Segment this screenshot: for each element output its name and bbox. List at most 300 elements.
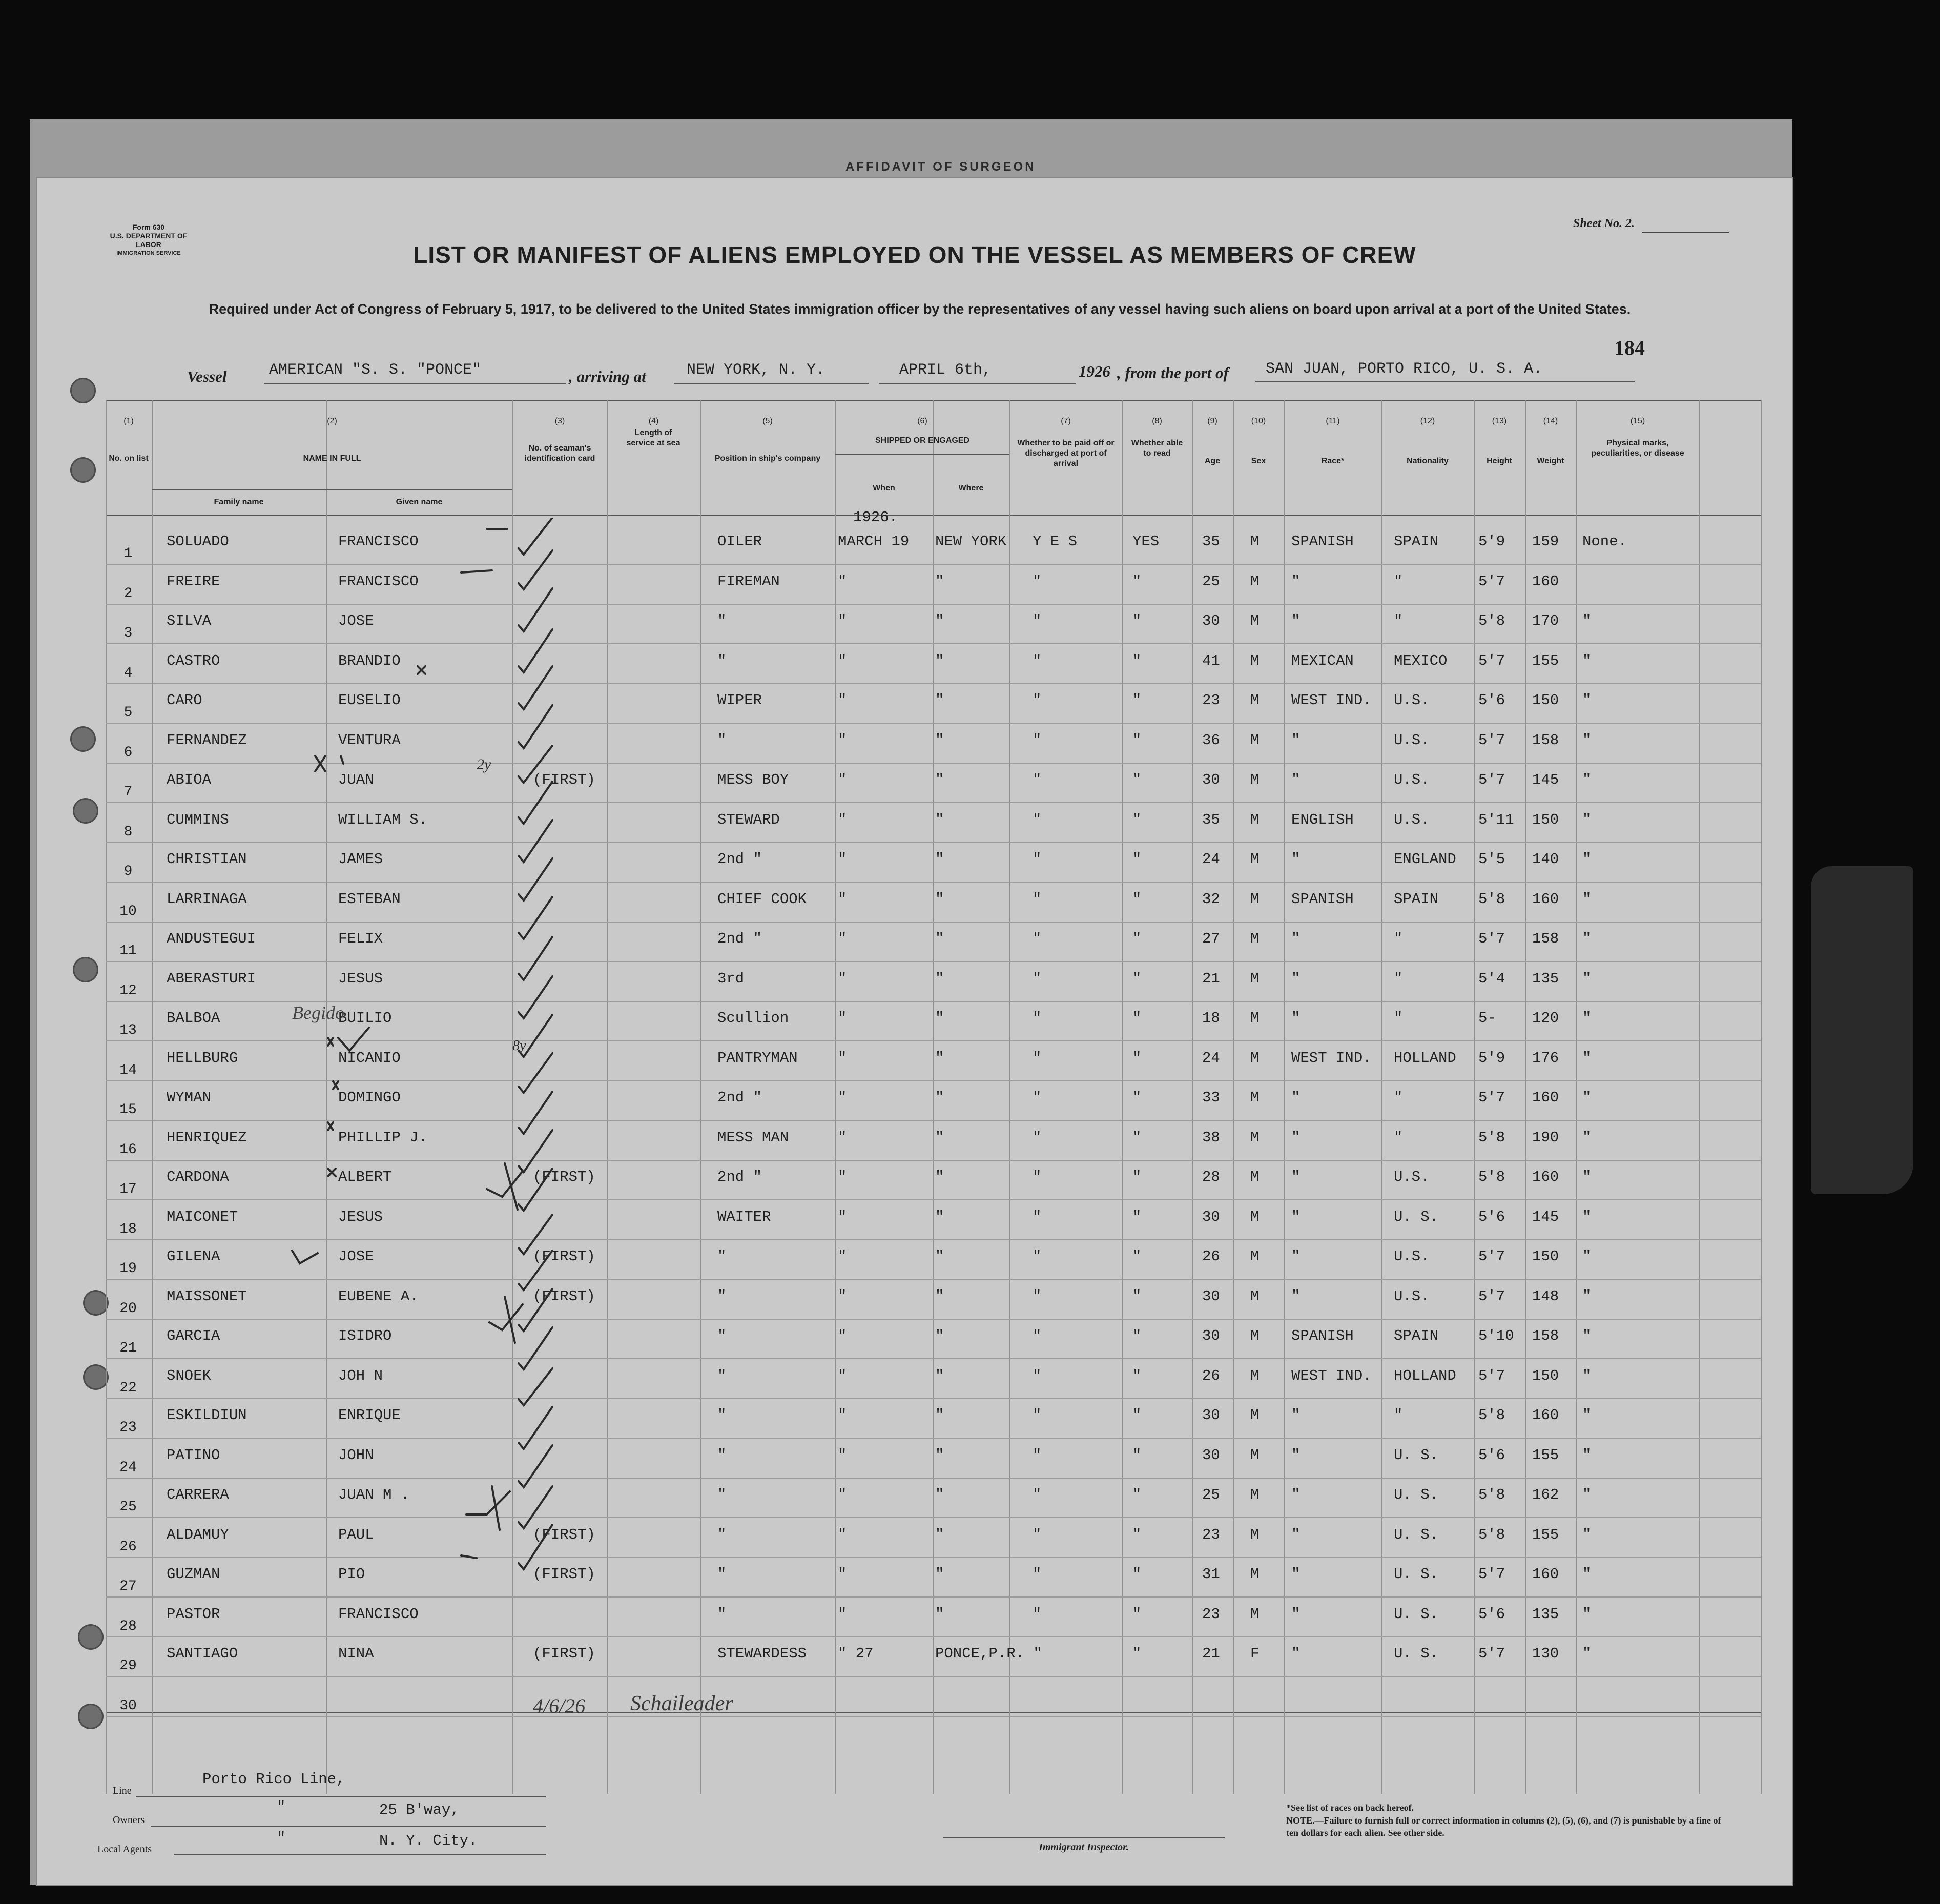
nationality-cell: U. S. xyxy=(1394,1209,1439,1225)
given-name-cell: ALBERT xyxy=(338,1169,392,1185)
col-header-family-name: Family name xyxy=(214,498,264,506)
shipped-where-cell: " xyxy=(935,612,944,629)
shipped-when-cell: " xyxy=(838,1367,847,1384)
family-name-cell: CHRISTIAN xyxy=(167,851,247,868)
physical-marks-cell: " xyxy=(1582,692,1592,709)
height-cell: 5'7 xyxy=(1478,1248,1505,1265)
shipped-where-cell: " xyxy=(935,1248,944,1265)
able-to-read-cell: " xyxy=(1132,771,1142,788)
height-cell: 5'7 xyxy=(1478,1367,1505,1384)
position-cell: " xyxy=(717,652,727,669)
race-cell: " xyxy=(1291,1645,1301,1662)
weight-cell: 135 xyxy=(1532,1606,1559,1623)
nationality-cell: " xyxy=(1394,573,1403,590)
col-header-physical-marks: Physical marks, peculiarities, or disease xyxy=(1591,439,1684,458)
page-subtitle: Required under Act of Congress of February 5, 1917, to be delivered to the United States immigration officer by the representatives of any vessel having such aliens on board upon arrival at a port of the United States. xyxy=(209,301,1631,317)
binder-hole xyxy=(74,800,97,822)
race-cell: WEST IND. xyxy=(1291,692,1372,709)
row-number-cell: 12 xyxy=(119,983,137,999)
given-name-cell: FRANCISCO xyxy=(338,533,419,550)
race-cell: " xyxy=(1291,851,1301,868)
id-card-cell: (FIRST) xyxy=(533,771,595,788)
row-number-cell: 28 xyxy=(119,1619,137,1634)
family-name-cell: CARRERA xyxy=(167,1486,229,1503)
col-num-8: (8) xyxy=(1152,417,1162,425)
row-number-cell: 9 xyxy=(123,864,133,879)
sex-cell: M xyxy=(1250,1089,1260,1106)
col-header-when: When xyxy=(873,484,895,493)
sheet-number-label: Sheet No. xyxy=(1573,217,1622,230)
height-cell: 5'9 xyxy=(1478,533,1505,550)
sex-cell: M xyxy=(1250,1526,1260,1543)
family-name-cell: SNOEK xyxy=(167,1367,212,1384)
row-number-cell: 8 xyxy=(123,824,133,840)
physical-marks-cell: " xyxy=(1582,1209,1592,1225)
row-number-cell: 19 xyxy=(119,1261,137,1277)
race-cell: " xyxy=(1291,1209,1301,1225)
height-cell: 5'9 xyxy=(1478,1050,1505,1067)
col-header-paid-off: Whether to be paid off or discharged at port of arrival xyxy=(1017,439,1115,468)
shipped-where-cell: " xyxy=(935,692,944,709)
age-cell: 30 xyxy=(1202,1288,1220,1305)
weight-cell: 162 xyxy=(1532,1486,1559,1503)
age-cell: 30 xyxy=(1202,771,1220,788)
age-cell: 23 xyxy=(1202,1606,1220,1623)
paid-off-cell: " xyxy=(1033,891,1042,908)
nationality-cell: " xyxy=(1394,970,1403,987)
family-name-cell: MAICONET xyxy=(167,1209,238,1225)
paid-off-cell: " xyxy=(1033,1209,1042,1225)
col-num-14: (14) xyxy=(1543,417,1558,425)
row-number-cell: 4 xyxy=(123,665,133,681)
row-number-cell: 24 xyxy=(119,1460,137,1476)
shipped-where-cell: " xyxy=(935,1169,944,1185)
position-cell: MESS BOY xyxy=(717,771,789,788)
given-name-cell: BRANDIO xyxy=(338,652,401,669)
shipped-when-cell: " xyxy=(838,1606,847,1623)
penalty-note: NOTE.—Failure to furnish full or correct information in columns (2), (5), (6), and (7) is punishable by a fine of ten dollars for each alien. See other side. xyxy=(1286,1815,1721,1838)
row-number-cell: 26 xyxy=(119,1539,137,1555)
age-cell: 30 xyxy=(1202,612,1220,629)
given-name-cell: ISIDRO xyxy=(338,1327,392,1344)
shipped-where-cell: " xyxy=(935,1089,944,1106)
row-number-cell: 5 xyxy=(123,705,133,721)
nationality-cell: U.S. xyxy=(1394,692,1430,709)
position-cell: Scullion xyxy=(717,1010,789,1027)
nationality-cell: U.S. xyxy=(1394,811,1430,828)
shipped-where-cell: PONCE,P.R. " xyxy=(935,1645,1042,1662)
able-to-read-cell: YES xyxy=(1132,533,1160,550)
age-cell: 25 xyxy=(1202,573,1220,590)
weight-cell: 190 xyxy=(1532,1129,1559,1146)
able-to-read-cell: " xyxy=(1132,692,1142,709)
sex-cell: M xyxy=(1250,851,1260,868)
shipped-when-cell: " xyxy=(838,1407,847,1424)
paid-off-cell: " xyxy=(1033,1407,1042,1424)
paid-off-cell: " xyxy=(1033,612,1042,629)
shipped-where-cell: NEW YORK xyxy=(935,533,1007,550)
torn-paper-edge xyxy=(1811,866,1913,1194)
able-to-read-cell: " xyxy=(1132,970,1142,987)
able-to-read-cell: " xyxy=(1132,851,1142,868)
weight-cell: 160 xyxy=(1532,1169,1559,1185)
race-cell: SPANISH xyxy=(1291,533,1354,550)
family-name-cell: MAISSONET xyxy=(167,1288,247,1305)
race-cell: " xyxy=(1291,1566,1301,1583)
nationality-cell: U. S. xyxy=(1394,1486,1439,1503)
weight-cell: 176 xyxy=(1532,1050,1559,1067)
shipped-where-cell: " xyxy=(935,732,944,749)
height-cell: 5'8 xyxy=(1478,1407,1505,1424)
height-cell: 5'5 xyxy=(1478,851,1505,868)
id-card-cell: (FIRST) xyxy=(533,1248,595,1265)
row-number-cell: 27 xyxy=(119,1579,137,1594)
position-cell: " xyxy=(717,1248,727,1265)
age-cell: 36 xyxy=(1202,732,1220,749)
race-cell: " xyxy=(1291,1169,1301,1185)
position-cell: OILER xyxy=(717,533,762,550)
race-cell: MEXICAN xyxy=(1291,652,1354,669)
age-cell: 24 xyxy=(1202,1050,1220,1067)
family-name-cell: GARCIA xyxy=(167,1327,220,1344)
stamp-number: 184 xyxy=(1614,336,1645,359)
position-cell: " xyxy=(717,1288,727,1305)
row-number-cell: 20 xyxy=(119,1301,137,1317)
position-cell: " xyxy=(717,1447,727,1464)
weight-cell: 160 xyxy=(1532,573,1559,590)
race-cell: " xyxy=(1291,970,1301,987)
able-to-read-cell: " xyxy=(1132,1407,1142,1424)
able-to-read-cell: " xyxy=(1132,811,1142,828)
family-name-cell: CARDONA xyxy=(167,1169,229,1185)
shipped-when-cell: MARCH 19 xyxy=(838,533,910,550)
sex-cell: M xyxy=(1250,1129,1260,1146)
family-name-cell: SOLUADO xyxy=(167,533,229,550)
sex-cell: M xyxy=(1250,1447,1260,1464)
weight-cell: 158 xyxy=(1532,1327,1559,1344)
col-header-where: Where xyxy=(958,484,984,493)
position-cell: WIPER xyxy=(717,692,762,709)
shipped-when-cell: " xyxy=(838,1566,847,1583)
family-name-cell: HENRIQUEZ xyxy=(167,1129,247,1146)
footer-owners-value: 25 B'way, xyxy=(379,1801,460,1818)
binder-hole xyxy=(79,1705,102,1728)
from-port-value: SAN JUAN, PORTO RICO, U. S. A. xyxy=(1266,360,1543,378)
physical-marks-cell: " xyxy=(1582,1526,1592,1543)
col-rule xyxy=(1122,400,1123,1794)
weight-cell: 160 xyxy=(1532,891,1559,908)
race-cell: " xyxy=(1291,732,1301,749)
age-cell: 32 xyxy=(1202,891,1220,908)
col-rule xyxy=(152,400,153,1794)
form-number-text: Form 630 xyxy=(132,223,165,231)
shipped-where-cell: " xyxy=(935,652,944,669)
col-header-id-card: No. of seaman's identification card xyxy=(524,444,595,463)
paid-off-cell: " xyxy=(1033,970,1042,987)
height-cell: 5'8 xyxy=(1478,612,1505,629)
arrival-year: 1926 xyxy=(1079,362,1110,380)
shipped-where-cell: " xyxy=(935,1526,944,1543)
col-header-height: Height xyxy=(1487,457,1512,465)
given-name-cell: VENTURA xyxy=(338,732,401,749)
weight-cell: 150 xyxy=(1532,1248,1559,1265)
able-to-read-cell: " xyxy=(1132,1050,1142,1067)
sex-cell: M xyxy=(1250,612,1260,629)
position-cell: 2nd " xyxy=(717,1169,762,1185)
weight-cell: 155 xyxy=(1532,652,1559,669)
footer-agents-ditto: " xyxy=(277,1830,286,1847)
sex-cell: M xyxy=(1250,1367,1260,1384)
physical-marks-cell: " xyxy=(1582,1288,1592,1305)
col-header-race: Race* xyxy=(1321,457,1345,465)
sex-cell: M xyxy=(1250,1248,1260,1265)
row-number-cell: 2 xyxy=(123,586,133,602)
nationality-cell: U.S. xyxy=(1394,1288,1430,1305)
col-rule xyxy=(1474,400,1475,1794)
shipped-when-cell: " xyxy=(838,1526,847,1543)
race-cell: " xyxy=(1291,612,1301,629)
race-cell: " xyxy=(1291,1447,1301,1464)
col-rule xyxy=(1576,400,1577,1794)
shipped-where-cell: " xyxy=(935,1486,944,1503)
height-cell: 5- xyxy=(1478,1010,1496,1027)
able-to-read-cell: " xyxy=(1132,1327,1142,1344)
shipped-where-cell: " xyxy=(935,1606,944,1623)
given-name-cell: PHILLIP J. xyxy=(338,1129,428,1146)
nationality-cell: U.S. xyxy=(1394,1248,1430,1265)
sheet-number-underline xyxy=(1642,232,1729,233)
paid-off-cell: " xyxy=(1033,1606,1042,1623)
height-cell: 5'7 xyxy=(1478,652,1505,669)
physical-marks-cell: " xyxy=(1582,851,1592,868)
family-name-cell: SILVA xyxy=(167,612,212,629)
physical-marks-cell: " xyxy=(1582,1050,1592,1067)
row-number-cell: 14 xyxy=(119,1062,137,1078)
col-header-nationality: Nationality xyxy=(1407,457,1449,465)
shipped-where-cell: " xyxy=(935,1050,944,1067)
weight-cell: 150 xyxy=(1532,811,1559,828)
race-cell: " xyxy=(1291,1129,1301,1146)
height-cell: 5'6 xyxy=(1478,1209,1505,1225)
race-cell: " xyxy=(1291,1089,1301,1106)
arriving-label: , arriving at xyxy=(569,367,646,385)
row-number-cell: 1 xyxy=(123,546,133,562)
col-rule xyxy=(1009,400,1010,1794)
row-number-cell: 17 xyxy=(119,1181,137,1197)
physical-marks-cell: " xyxy=(1582,1486,1592,1503)
weight-cell: 150 xyxy=(1532,692,1559,709)
height-cell: 5'10 xyxy=(1478,1327,1514,1344)
physical-marks-cell: " xyxy=(1582,652,1592,669)
date-underline xyxy=(879,383,1076,384)
given-name-cell: EUSELIO xyxy=(338,692,401,709)
height-cell: 5'4 xyxy=(1478,970,1505,987)
given-name-cell: JOH N xyxy=(338,1367,383,1384)
weight-cell: 160 xyxy=(1532,1407,1559,1424)
sex-cell: M xyxy=(1250,573,1260,590)
paid-off-cell: " xyxy=(1033,692,1042,709)
physical-marks-cell: " xyxy=(1582,1129,1592,1146)
position-cell: STEWARD xyxy=(717,811,780,828)
paid-off-cell: Y E S xyxy=(1033,533,1078,550)
shipped-where-cell: " xyxy=(935,891,944,908)
paid-off-cell: " xyxy=(1033,1327,1042,1344)
nationality-cell: " xyxy=(1394,1129,1403,1146)
col-rule xyxy=(1284,400,1285,1794)
col-header-length-service: Length of service at sea xyxy=(626,428,680,447)
position-cell: 2nd " xyxy=(717,930,762,947)
weight-cell: 120 xyxy=(1532,1010,1559,1027)
arriving-value: NEW YORK, N. Y. xyxy=(687,361,825,379)
nationality-cell: U. S. xyxy=(1394,1447,1439,1464)
col-num-5: (5) xyxy=(762,417,773,425)
shipped-where-cell: " xyxy=(935,1209,944,1225)
shipped-where-cell: " xyxy=(935,1566,944,1583)
shipped-where-cell: " xyxy=(935,1288,944,1305)
shipped-when-cell: " xyxy=(838,891,847,908)
col-rule xyxy=(1192,400,1193,1794)
manifest-sheet xyxy=(36,177,1793,1886)
shipped-where-cell: " xyxy=(935,771,944,788)
shipped-when-cell: " xyxy=(838,1129,847,1146)
col-header-age: Age xyxy=(1204,457,1221,465)
closing-signature: Schaileader xyxy=(630,1692,733,1715)
family-name-cell: CARO xyxy=(167,692,202,709)
paid-off-cell: " xyxy=(1033,771,1042,788)
footer-owners-label: Owners xyxy=(113,1814,145,1826)
shipped-when-cell: " xyxy=(838,811,847,828)
able-to-read-cell: " xyxy=(1132,612,1142,629)
able-to-read-cell: " xyxy=(1132,1486,1142,1503)
family-name-cell: FERNANDEZ xyxy=(167,732,247,749)
row-number-cell: 29 xyxy=(119,1658,137,1674)
shipped-when-cell: " xyxy=(838,732,847,749)
physical-marks-cell: " xyxy=(1582,612,1592,629)
weight-cell: 155 xyxy=(1532,1526,1559,1543)
age-cell: 18 xyxy=(1202,1010,1220,1027)
able-to-read-cell: " xyxy=(1132,1526,1142,1543)
race-cell: " xyxy=(1291,1606,1301,1623)
age-cell: 25 xyxy=(1202,1486,1220,1503)
able-to-read-cell: " xyxy=(1132,573,1142,590)
id-card-cell: (FIRST) xyxy=(533,1566,595,1583)
shipped-where-cell: " xyxy=(935,1407,944,1424)
age-cell: 23 xyxy=(1202,692,1220,709)
age-cell: 35 xyxy=(1202,811,1220,828)
col-rule xyxy=(1381,400,1382,1794)
position-cell: " xyxy=(717,732,727,749)
shipped-where-cell: " xyxy=(935,1367,944,1384)
height-cell: 5'7 xyxy=(1478,930,1505,947)
height-cell: 5'8 xyxy=(1478,1526,1505,1543)
given-name-cell: FELIX xyxy=(338,930,383,947)
shipped-where-cell: " xyxy=(935,1327,944,1344)
family-name-cell: PASTOR xyxy=(167,1606,220,1623)
height-cell: 5'7 xyxy=(1478,573,1505,590)
given-name-cell: JESUS xyxy=(338,970,383,987)
weight-cell: 150 xyxy=(1532,1367,1559,1384)
col-num-6: (6) xyxy=(917,417,927,425)
nationality-cell: U. S. xyxy=(1394,1606,1439,1623)
nationality-cell: " xyxy=(1394,1010,1403,1027)
age-cell: 26 xyxy=(1202,1367,1220,1384)
footer-line-underline xyxy=(136,1796,546,1797)
sex-cell: M xyxy=(1250,1327,1260,1344)
shipped-where-cell: " xyxy=(935,573,944,590)
height-cell: 5'8 xyxy=(1478,1129,1505,1146)
race-cell: " xyxy=(1291,1486,1301,1503)
row-number-cell: 18 xyxy=(119,1221,137,1237)
row-number-cell: 25 xyxy=(119,1499,137,1515)
age-cell: 30 xyxy=(1202,1327,1220,1344)
vessel-value: AMERICAN "S. S. "PONCE" xyxy=(269,361,482,379)
shipped-when-cell: " xyxy=(838,1169,847,1185)
age-cell: 28 xyxy=(1202,1169,1220,1185)
col-rule xyxy=(1761,400,1762,1794)
weight-cell: 145 xyxy=(1532,1209,1559,1225)
col-rule xyxy=(835,400,836,1794)
nationality-cell: U. S. xyxy=(1394,1645,1439,1662)
able-to-read-cell: " xyxy=(1132,1129,1142,1146)
col-header-weight: Weight xyxy=(1537,457,1564,465)
family-name-cell: FREIRE xyxy=(167,573,220,590)
physical-marks-cell: " xyxy=(1582,1089,1592,1106)
height-cell: 5'6 xyxy=(1478,1606,1505,1623)
height-cell: 5'7 xyxy=(1478,771,1505,788)
shipped-where-cell: " xyxy=(935,1129,944,1146)
able-to-read-cell: " xyxy=(1132,1010,1142,1027)
physical-marks-cell: " xyxy=(1582,970,1592,987)
able-to-read-cell: " xyxy=(1132,891,1142,908)
weight-cell: 140 xyxy=(1532,851,1559,868)
given-name-cell: PAUL xyxy=(338,1526,374,1543)
sex-cell: M xyxy=(1250,1010,1260,1027)
physical-marks-cell: " xyxy=(1582,732,1592,749)
col-header-no-on-list: No. on list xyxy=(109,454,149,463)
physical-marks-cell: " xyxy=(1582,1169,1592,1185)
weight-cell: 158 xyxy=(1532,732,1559,749)
col-num-12: (12) xyxy=(1420,417,1435,425)
family-name-cell: CUMMINS xyxy=(167,811,229,828)
height-cell: 5'6 xyxy=(1478,1447,1505,1464)
race-cell: " xyxy=(1291,930,1301,947)
physical-marks-cell: " xyxy=(1582,1447,1592,1464)
races-note: *See list of races on back hereof. xyxy=(1286,1803,1414,1813)
sex-cell: M xyxy=(1250,1050,1260,1067)
race-cell: SPANISH xyxy=(1291,891,1354,908)
position-cell: STEWARDESS xyxy=(717,1645,807,1662)
shipped-when-cell: " xyxy=(838,692,847,709)
shipped-when-cell: " xyxy=(838,851,847,868)
col-rule xyxy=(1525,400,1526,1794)
vessel-label: Vessel xyxy=(187,367,227,385)
nationality-cell: " xyxy=(1394,1407,1403,1424)
given-name-cell: JOSE xyxy=(338,612,374,629)
age-cell: 24 xyxy=(1202,851,1220,868)
paid-off-cell: " xyxy=(1033,1010,1042,1027)
family-name-cell: SANTIAGO xyxy=(167,1645,238,1662)
id-card-cell: (FIRST) xyxy=(533,1526,595,1543)
shipped-where-cell: " xyxy=(935,1447,944,1464)
height-cell: 5'6 xyxy=(1478,692,1505,709)
col-num-11: (11) xyxy=(1326,417,1340,425)
row-number-cell: 10 xyxy=(119,904,137,919)
position-cell: 2nd " xyxy=(717,1089,762,1106)
physical-marks-cell: " xyxy=(1582,1367,1592,1384)
sex-cell: M xyxy=(1250,771,1260,788)
position-cell: " xyxy=(717,1526,727,1543)
paid-off-cell: " xyxy=(1033,1526,1042,1543)
